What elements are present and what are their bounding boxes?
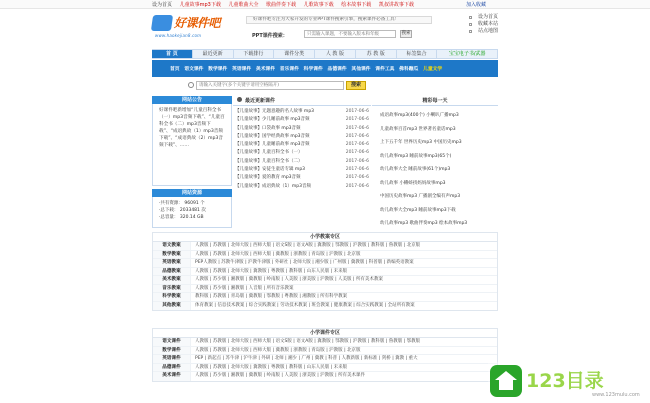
stats-title: 网站资源 [152, 189, 232, 197]
list-item[interactable]: 【儿童故事】儿童百科全书（二） 2017-06-6 [235, 158, 369, 164]
top-links [152, 1, 420, 8]
subnav-extra[interactable]: 佛科蹦瓜 [399, 67, 419, 72]
table-row: 语文课件 人教版 | 苏教版 | 北师大版 | 西师大版 | 语文S版 | 语文A版 | 冀教版 | 鄂教版 | 沪教版 | 教科版 | 鲁教版 | 鄂教版 [153, 338, 497, 347]
list-item[interactable]: 儿童故事百首mp3 世界著名童话mp3 [380, 126, 456, 132]
subnav-other[interactable]: 其他课件 [351, 67, 371, 72]
table-row: 数学教案 人教版 | 苏教版 | 北师大版 | 西师大版 | 冀教版 | 浙教版 | 青岛版 | 沪教版 | 北京版 [153, 251, 497, 260]
latest-updates [233, 96, 371, 193]
checkbox-icon [469, 16, 472, 19]
checkbox-icon [469, 23, 472, 26]
subnav-tools[interactable]: 课件工具 [375, 67, 395, 72]
list-item[interactable]: 【儿童故事】爱的教育 mp3音频 2017-06-6 [235, 175, 369, 181]
lesson-plan-zone-title: 小学教案专区 [153, 233, 497, 242]
top-link-home[interactable]: 设为首页 [152, 2, 173, 8]
header [152, 10, 498, 46]
keyword-search-button[interactable]: 搜索 [346, 81, 366, 90]
keyword-search-input[interactable] [196, 81, 344, 90]
top-bar [0, 0, 650, 9]
stats-downloads: ·总下载： 2033481 次 [159, 208, 206, 213]
subnav-home[interactable]: 首页 [170, 67, 180, 72]
subnav-chinese[interactable]: 语文课件 [184, 67, 204, 72]
logo-text: 好课件吧 [174, 16, 221, 30]
table-row: 美术教案 人教版 | 苏少版 | 湘教版 | 冀教版 | 岭南版 | 人美版 | 浙美版 | 沪教版 | 人美版 | 所有美术教案 [153, 276, 497, 285]
table-row: 品德教案 人教版 | 苏教版 | 北师大版 | 冀教版 | 粤教版 | 教科版 | 山东人民版 | 未来版 [153, 268, 497, 277]
watermark-url: www.123mulu.com [592, 392, 640, 398]
hot-title: 精彩每一天 [372, 96, 498, 106]
table-row: 语文教案 人教版 | 苏教版 | 北师大版 | 西师大版 | 语文S版 | 语文A版 | 冀教版 | 鄂教版 | 沪教版 | 教科版 | 鲁教版 | 北京版 [153, 242, 497, 251]
nav-ranking[interactable]: 下载排行 [234, 50, 275, 58]
keyword-search [152, 79, 498, 93]
ppt-search-button[interactable]: 搜索 [401, 31, 411, 36]
quick-link-sitemap[interactable]: 站点地图 [477, 28, 498, 34]
top-link-kids-stories[interactable]: 儿歌故事下载 [303, 2, 334, 8]
add-favorite-link[interactable]: 加入收藏 [466, 2, 487, 8]
ppt-search-input[interactable] [304, 30, 396, 38]
top-link-stories[interactable]: 儿童故事mp3下载 [179, 2, 221, 8]
notice-title: 网站公告 [152, 96, 232, 104]
latest-title: 最近更新课件 [233, 96, 371, 106]
stats-capacity: ·总容量： 320.14 GB [159, 215, 204, 220]
bullet-icon [237, 97, 242, 102]
subnav-english[interactable]: 英语课件 [232, 67, 252, 72]
main-nav [152, 49, 498, 59]
site-slogan: 好课件吧专注为大家开发的专业PPT课件搜索引擎，搜索课件必备工具！ [246, 16, 432, 24]
table-row: 数学课件 人教版 | 苏教版 | 北师大版 | 西师大版 | 冀教版 | 浙教版 | 青岛版 | 沪教版 | 北京版 [153, 347, 497, 356]
watermark-text: 123目录 [526, 370, 604, 392]
checkbox-icon [469, 30, 472, 33]
courseware-zone-title: 小学课件专区 [153, 329, 497, 338]
table-row: 其他教案 体育教案 | 信息技术教案 | 综合实践教案 | 劳动技术教案 | 班会教案 | 健康教案 | 综合实践教案 | 全站所有教案 [153, 302, 497, 311]
list-item[interactable]: 上下五千年 世界历史mp3 中国历史mp3 [380, 140, 462, 145]
ppt-search-label: PPT课件搜索： [252, 33, 288, 39]
list-item[interactable]: 中国历史故事mp3 广播剧全编有声mp3 [380, 194, 461, 199]
nav-latest[interactable]: 最近更新 [193, 50, 234, 58]
list-item[interactable]: 【儿童故事】口袋故事 mp3音频 2017-06-6 [235, 125, 369, 131]
list-item[interactable]: 幼儿故事大全mp3 睡前故事mp3下载 [380, 207, 456, 213]
nav-categories[interactable]: 课件分类 [274, 50, 315, 58]
left-column [152, 96, 232, 228]
list-item[interactable]: 幼儿故事mp3 睡前故事mp3(65个) [380, 153, 452, 159]
list-item[interactable]: 【儿童故事】无题意趣的名人故事 mp3 2017-06-6 [235, 109, 369, 114]
list-item[interactable]: 【儿童故事】国学经典故事 mp3音频 2017-06-6 [235, 133, 369, 139]
nav-ebooks[interactable]: 宝宝电子书/武器 [437, 50, 498, 58]
logo-mark-icon [151, 15, 173, 31]
sub-nav [152, 60, 498, 77]
subnav-art[interactable]: 美术课件 [255, 67, 276, 72]
list-item[interactable]: 成语故事mp3(400个) 小喇叭广播mp3 [380, 113, 459, 118]
table-row: 美术课件 人教版 | 苏少版 | 湘教版 | 冀教版 | 岭南版 | 人美版 | 浙美版 | 沪教版 | 所有美术课件 [153, 372, 497, 381]
nav-tags[interactable]: 标签集合 [397, 50, 438, 58]
list-item[interactable]: 【儿童故事】儿童睡前故事 mp3音频 2017-06-6 [235, 142, 369, 148]
top-link-accompaniment[interactable]: 歌曲伴奏下载 [266, 2, 297, 8]
subnav-morality[interactable]: 品德课件 [327, 67, 347, 72]
quick-links [448, 14, 498, 35]
watermark [488, 362, 648, 402]
table-row: 音乐教案 人教版 | 苏少版 | 湘教版 | 人音版 | 所有音乐教案 [153, 285, 497, 294]
house-logo-icon [490, 365, 522, 397]
list-item[interactable]: 【儿童故事】安徒生童话专辑 mp3 2017-06-6 [235, 167, 369, 173]
top-link-picture-books[interactable]: 绘本故事下载 [341, 2, 372, 8]
nav-home[interactable]: 首 页 [152, 50, 193, 58]
site-logo[interactable] [152, 12, 232, 40]
nav-sujiao[interactable]: 苏 教 版 [356, 50, 397, 58]
search-icon [188, 82, 194, 88]
subnav-math[interactable]: 数学课件 [208, 67, 228, 72]
lesson-plan-zone [152, 232, 498, 311]
quick-link-home[interactable]: 设为首页 [477, 14, 498, 20]
stats-resources: ·共有资源： 96091 个 [159, 201, 205, 206]
subnav-science[interactable]: 科学课件 [303, 67, 323, 72]
table-row: 品德课件 人教版 | 苏教版 | 北师大版 | 冀教版 | 粤教版 | 教科版 | 山东人民版 | 未来版 [153, 364, 497, 373]
top-link-kaishu[interactable]: 凯叔讲故事下载 [378, 2, 414, 8]
courseware-zone [152, 328, 498, 382]
list-item[interactable]: 【儿童故事】成语典故（1）mp3音频 2017-06-6 [235, 183, 369, 189]
stats-panel [152, 189, 232, 228]
subnav-music[interactable]: 音乐课件 [279, 67, 299, 72]
quick-link-bookmark[interactable]: 收藏本站 [477, 21, 498, 27]
table-row: 科学教案 教科版 | 苏教版 | 青岛版 | 冀教版 | 鄂教版 | 粤教版 | 湘教版 | 所有科学教案 [153, 293, 497, 302]
nav-renjiao[interactable]: 人 教 版 [315, 50, 356, 58]
list-item[interactable]: 幼儿故事 小蝌蚪找妈妈故事mp3 [380, 180, 446, 186]
list-item[interactable]: 【儿童故事】儿童百科全书（一） 2017-06-6 [235, 150, 369, 156]
logo-url: www.haokejian8.com [155, 33, 202, 38]
hot-daily [372, 96, 498, 234]
list-item[interactable]: 幼儿故事大全 睡前故事(61个)mp3 [380, 167, 451, 172]
hot-list [372, 106, 498, 234]
list-item[interactable]: 【儿童故事】少儿睡前故事 mp3音频 2017-06-6 [235, 117, 369, 123]
subnav-kids-literature[interactable]: 儿童文学 [423, 67, 443, 72]
table-row: 英语课件 PEP | 新起点 | 苏牛津 | 沪牛津 | 外研 | 北师 | 湘少 | 广州 | 冀教 | 科普 | 人教新版 | 新标准 | 剑桥 | 冀教 | 重大 [153, 355, 497, 364]
list-item[interactable]: 幼儿故事mp3 歌曲伴奏mp3 绘本故事mp3 [380, 221, 468, 226]
table-row: 英语教案 PEP人教版 | 苏教牛津版 | 沪教牛津版 | 外研社 | 北师大版 | 湘少版 | 广州版 | 冀教版 | 科普版 | 新编英语教案 [153, 259, 497, 268]
notice-text: 好课件吧新增加“儿童百科全书（一）mp3音频下载”、“儿童百科全书（二）mp3音频下载”、“成语典故（1）mp3音频下载”、“成语典故（2）mp3音频下载”、…… [152, 104, 232, 186]
top-link-songs[interactable]: 儿童歌曲大全 [228, 2, 259, 8]
latest-list [233, 106, 371, 193]
